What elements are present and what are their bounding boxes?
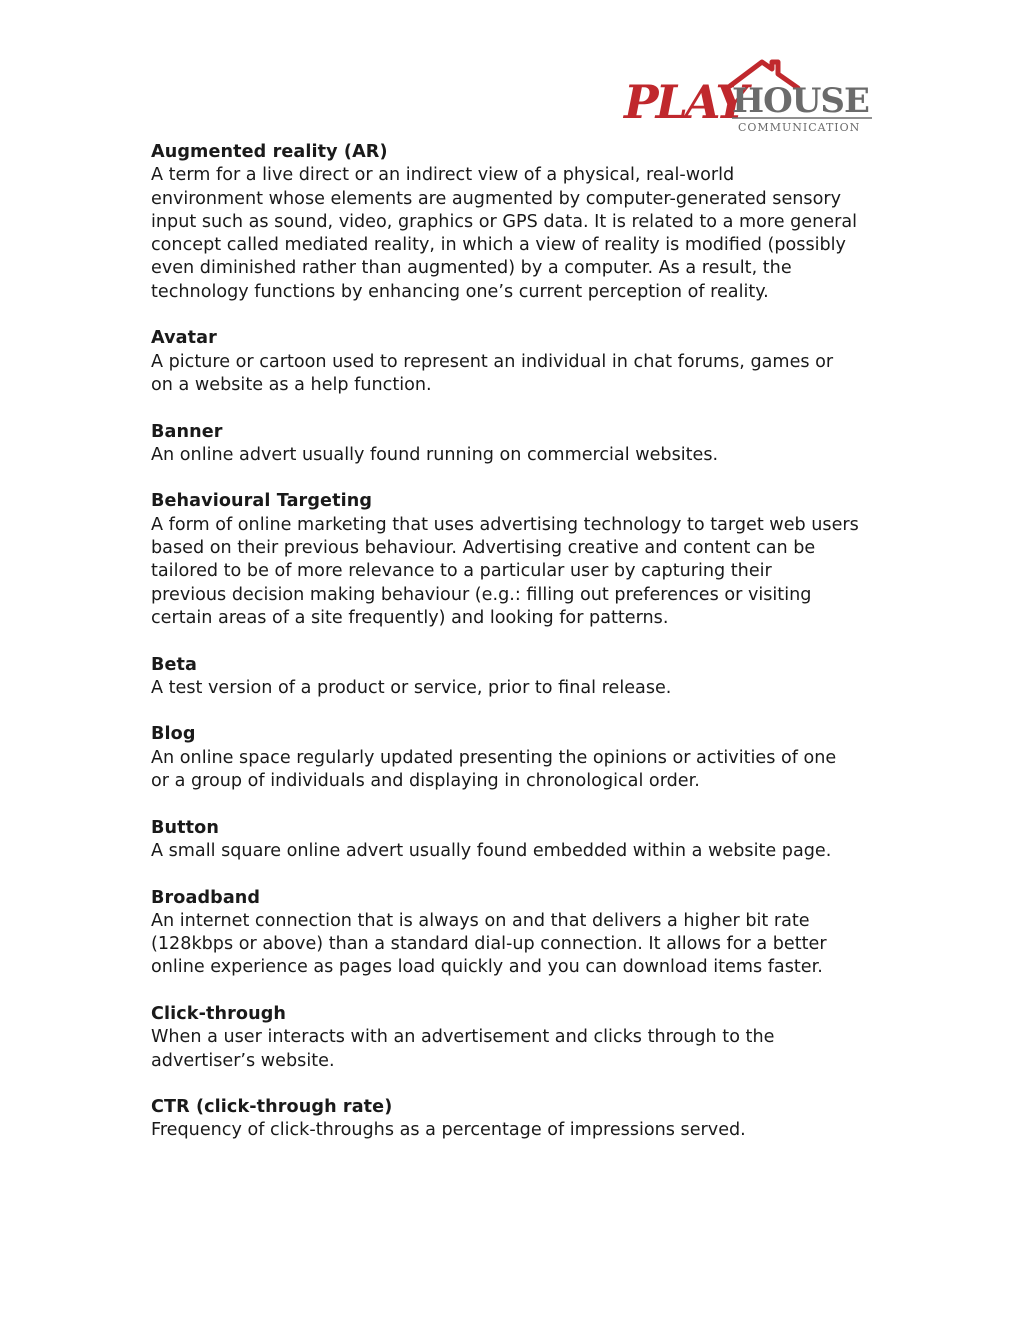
glossary-entry-augmented-reality [151, 141, 891, 304]
glossary-term: Banner [151, 421, 223, 442]
glossary-term: Augmented reality (AR) [151, 142, 388, 162]
glossary-entry-button [151, 817, 891, 864]
glossary-definition: When a user interacts with an advertisement and clicks through to the advertiser’s website. [151, 1027, 775, 1071]
glossary-term: Button [151, 817, 219, 838]
glossary-definition: A form of online marketing that uses advertising technology to target web users based on their previous behaviour. Advertising creative and content can be tailored to be of more relevance to a particular user by capturing their previous decision making behaviour (e.g.: filling out preferences or visiting certain areas of a site frequently) and looking for patterns. [151, 514, 859, 628]
logo-tagline: COMMUNICATION [738, 121, 861, 134]
glossary-term: Behavioural Targeting [151, 491, 373, 512]
glossary-definition: A test version of a product or service, prior to final release. [151, 677, 672, 698]
glossary-definition: An internet connection that is always on and that delivers a higher bit rate (128kbps or above) than a standard dial-up connection. It allows for a better online experience as pages load quickly and you can download items faster. [151, 910, 827, 978]
glossary-entry-avatar [151, 327, 891, 397]
glossary-definition: A small square online advert usually found embedded within a website page. [151, 840, 832, 861]
glossary-definition: A picture or cartoon used to represent an individual in chat forums, games or on a website as a help function. [151, 351, 834, 395]
glossary-term: Avatar [151, 328, 217, 349]
glossary-entry-banner [151, 421, 891, 468]
logo-wordmark-right: HOUSE [732, 81, 869, 121]
glossary-entry-behavioural-targeting [151, 490, 891, 630]
glossary-term: Click-through [151, 1003, 287, 1024]
logo-wordmark-left: PLAY [624, 75, 746, 129]
glossary-definition: An online space regularly updated presenting the opinions or activities of one or a group of individuals and displaying in chronological order. [151, 747, 837, 792]
glossary-definition: An online advert usually found running on commercial websites. [151, 444, 719, 465]
glossary-term: Beta [151, 654, 198, 675]
glossary-list [151, 141, 891, 1166]
glossary-entry-ctr [151, 1096, 891, 1143]
playhouse-logo-icon [622, 56, 878, 140]
glossary-definition: Frequency of click-throughs as a percentage of impressions served. [151, 1120, 746, 1141]
glossary-term: CTR (click-through rate) [151, 1097, 393, 1118]
glossary-entry-click-through [151, 1003, 891, 1073]
glossary-term: Blog [151, 724, 196, 745]
glossary-entry-broadband [151, 887, 891, 980]
glossary-term: Broadband [151, 887, 261, 908]
glossary-definition: A term for a live direct or an indirect view of a physical, real-world environment whose elements are augmented by computer-generated sensory input such as sound, video, graphics or GPS data. It is related to a more general concept called mediated reality, in which a view of reality is modified (possibly even diminished rather than augmented) by a computer. As a result, the technology functions by enhancing one’s current perception of reality. [151, 165, 857, 302]
glossary-entry-beta [151, 654, 891, 701]
playhouse-logo [622, 56, 878, 140]
glossary-entry-blog [151, 723, 891, 793]
